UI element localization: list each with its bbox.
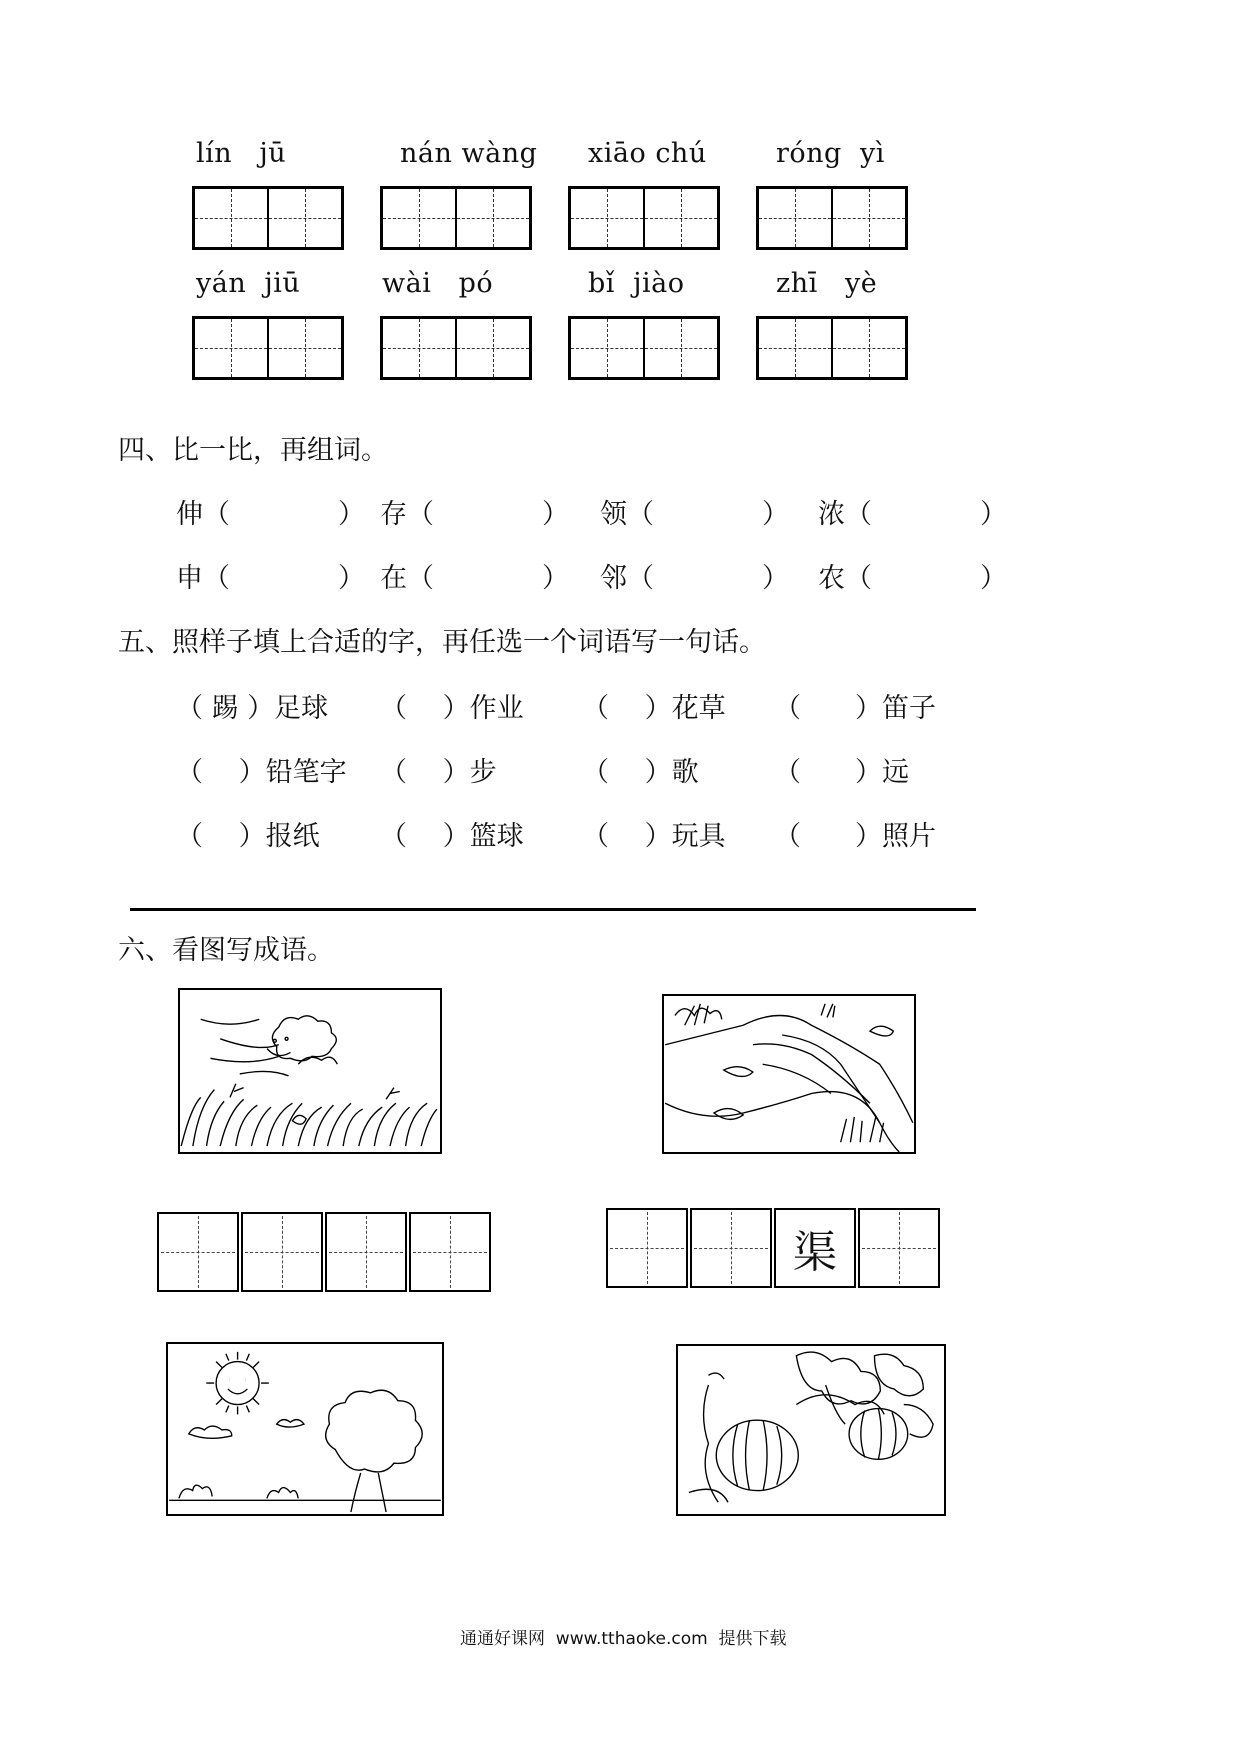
fill-item: （ ）照片: [774, 821, 936, 852]
fill-item: （ ）作业: [380, 693, 524, 724]
section6-title: 六、看图写成语。: [118, 935, 334, 966]
compare-item: 在（ ）: [380, 563, 569, 594]
writing-box[interactable]: [192, 316, 344, 380]
idiom-answer-boxes[interactable]: [157, 1212, 493, 1292]
idiom-box-given: [774, 1208, 856, 1288]
wind-grass-picture: [178, 988, 442, 1154]
idiom-box[interactable]: [157, 1212, 239, 1292]
idiom-box[interactable]: [241, 1212, 323, 1292]
pinyin-2-2: wài pó: [382, 268, 494, 299]
fill-item: （ ）远: [774, 757, 909, 788]
writing-box[interactable]: [568, 186, 720, 250]
writing-box[interactable]: [380, 316, 532, 380]
writing-box[interactable]: [756, 186, 908, 250]
idiom-box[interactable]: [606, 1208, 688, 1288]
sentence-line[interactable]: [130, 908, 976, 911]
compare-item: 浓（ ）: [818, 499, 1007, 530]
pinyin-1-4: róng yì: [776, 138, 885, 169]
fill-item: （ 踢 ）足球: [176, 693, 329, 724]
pinyin-1-3: xiāo chú: [588, 138, 707, 169]
pinyin-1-1: lín jū: [196, 138, 287, 169]
writing-box[interactable]: [192, 186, 344, 250]
fill-item: （ ）铅笔字: [176, 757, 347, 788]
melon-picture: [676, 1344, 946, 1516]
idiom-box[interactable]: [690, 1208, 772, 1288]
section4-title: 四、比一比，再组词。: [118, 435, 388, 466]
compare-item: 伸（ ）: [176, 499, 365, 530]
sun-tree-picture: [166, 1342, 444, 1516]
compare-item: 存（ ）: [380, 499, 569, 530]
pinyin-2-1: yán jiū: [196, 268, 301, 299]
fill-item: （ ）玩具: [582, 821, 726, 852]
fill-item: （ ）花草: [582, 693, 726, 724]
footer-credit: 通通好课网 www.tthaoke.com 提供下载: [460, 1629, 787, 1649]
compare-item: 申（ ）: [176, 563, 365, 594]
writing-box[interactable]: [568, 316, 720, 380]
fill-item: （ ）步: [380, 757, 497, 788]
idiom-box[interactable]: [409, 1212, 491, 1292]
section5-title: 五、照样子填上合适的字，再任选一个词语写一句话。: [118, 627, 766, 658]
compare-item: 领（ ）: [600, 499, 789, 530]
fill-item: （ ）歌: [582, 757, 699, 788]
idiom-answer-boxes[interactable]: [606, 1208, 942, 1288]
pinyin-2-3: bǐ jiào: [588, 268, 685, 299]
pinyin-2-4: zhī yè: [776, 268, 878, 299]
compare-item: 邻（ ）: [600, 563, 789, 594]
idiom-box[interactable]: [858, 1208, 940, 1288]
fill-item: （ ）笛子: [774, 693, 936, 724]
compare-item: 农（ ）: [818, 563, 1007, 594]
river-picture: [662, 994, 916, 1154]
given-character: 渠: [793, 1227, 837, 1278]
idiom-box[interactable]: [325, 1212, 407, 1292]
writing-box[interactable]: [380, 186, 532, 250]
fill-item: （ ）篮球: [380, 821, 524, 852]
pinyin-1-2: nán wàng: [400, 138, 538, 169]
fill-item: （ ）报纸: [176, 821, 320, 852]
writing-box[interactable]: [756, 316, 908, 380]
